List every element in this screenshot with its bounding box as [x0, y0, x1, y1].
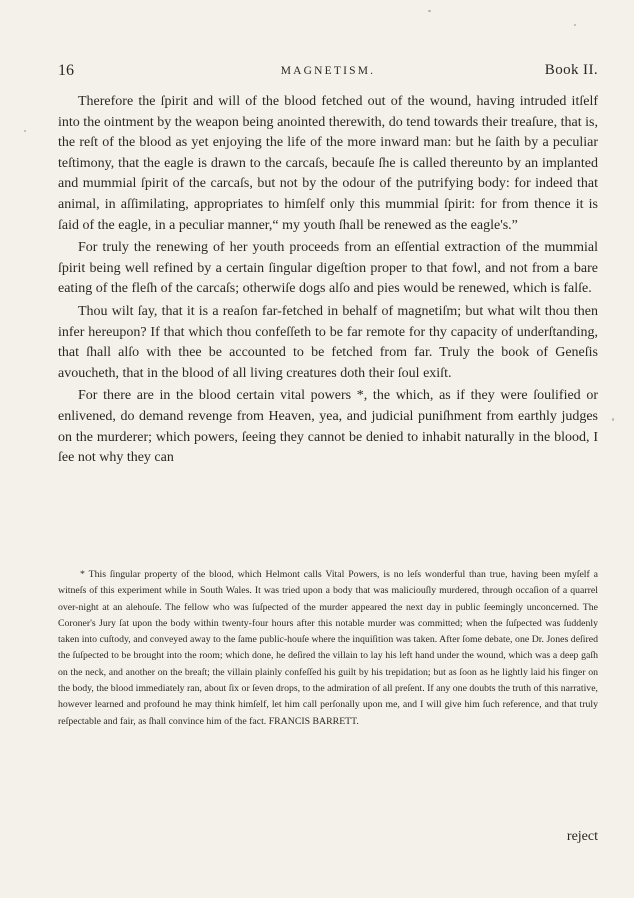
book-label: Book II. [544, 62, 598, 78]
page-header [58, 62, 598, 86]
catchword: reject [566, 829, 598, 844]
paper-speck [428, 10, 431, 12]
paragraph: For there are in the blood certain vital powers *, the which, as if they were ſoulified or enlivened, do demand revenge from Heaven, yea, and judicial puniſhment from earthly judges on the murderer; which powers, ſeeing they cannot be denied to inhabit naturally in the blood, I ſee not why they can [58, 388, 598, 466]
paragraph: For truly the renewing of her youth proceeds from an eſſential extraction of the mummial ſpirit being well refined by a certain ſingular digeſtion proper to that fowl, and not from a bare eating of the fleſh of the carcaſs; otherwiſe dogs alſo and pies would be renewed, which is falſe. [58, 240, 598, 297]
paper-speck [24, 130, 26, 132]
running-title: MAGNETISM. [280, 65, 376, 77]
main-text [58, 92, 598, 471]
footnote: * This ſingular property of the blood, which Helmont calls Vital Powers, is no leſs wonderful than true, having been myſelf a witneſs of this experiment while in South Wales. It was tried upon a body that was maliciouſly murdered, through occaſion of a quarrel over-night at an alehouſe. The fellow who was ſuſpected of the murder appeared the next day in public ſeemingly unconcerned. The Coroner's Jury ſat upon the body within twenty-four hours after this notable murder was committed; when the ſuſpected was ſuddenly taken into cuſtody, and conveyed away to the ſame public-houſe where the inquiſition was taken. After ſome debate, one Dr. Jones deſired the ſuſpected to be brought into the room; which done, he deſired the villain to lay his left hand under the wound, which was a deep gaſh on the neck, and another on the breaſt; the villain plainly confeſſed his guilt by his trepidation; but as ſoon as he lightly laid his finger on the body, the blood immediately ran, about ſix or ſeven drops, to the admiration of all preſent. If any one doubts the truth of this narrative, however learned and profound he may think himſelf, let him call perſonally upon me, and I will give him ſuch reference, and that truly reſpectable and fair, as ſhall convince him of the fact. FRANCIS BARRETT. [58, 569, 598, 727]
paper-speck [574, 24, 576, 26]
paper-speck [612, 418, 614, 421]
paragraph: Therefore the ſpirit and will of the blood fetched out of the wound, having intruded itſelf into the ointment by the weapon being anointed therewith, do tend towards their treaſure, that is, the reſt of the blood as yet enjoying the life of the more inward man: but he ſaith by a peculiar teſtimony, that the eagle is drawn to the carcaſs, becauſe ſhe is called thereunto by an implanted and mummial ſpirit of the carcaſs, but not by the odour of the putrifying body: for indeed that animal, in aſſimilating, appropriates to himſelf only this mummial ſpirit: for from thence it is ſaid of the eagle, in a peculiar manner,“ my youth ſhall be renewed as the eagle's.” [58, 94, 598, 233]
paragraph: Thou wilt ſay, that it is a reaſon far-fetched in behalf of magnetiſm; but what wilt thou then infer hereupon? If that which thou confeſſeth to be far remote for thy capacity of underſtanding, that ſhall alſo with thee be accounted to be fetched from far. Truly the book of Geneſis avoucheth, that in the blood of all living creatures doth their ſoul exiſt. [58, 303, 598, 381]
page-number: 16 [58, 62, 74, 79]
